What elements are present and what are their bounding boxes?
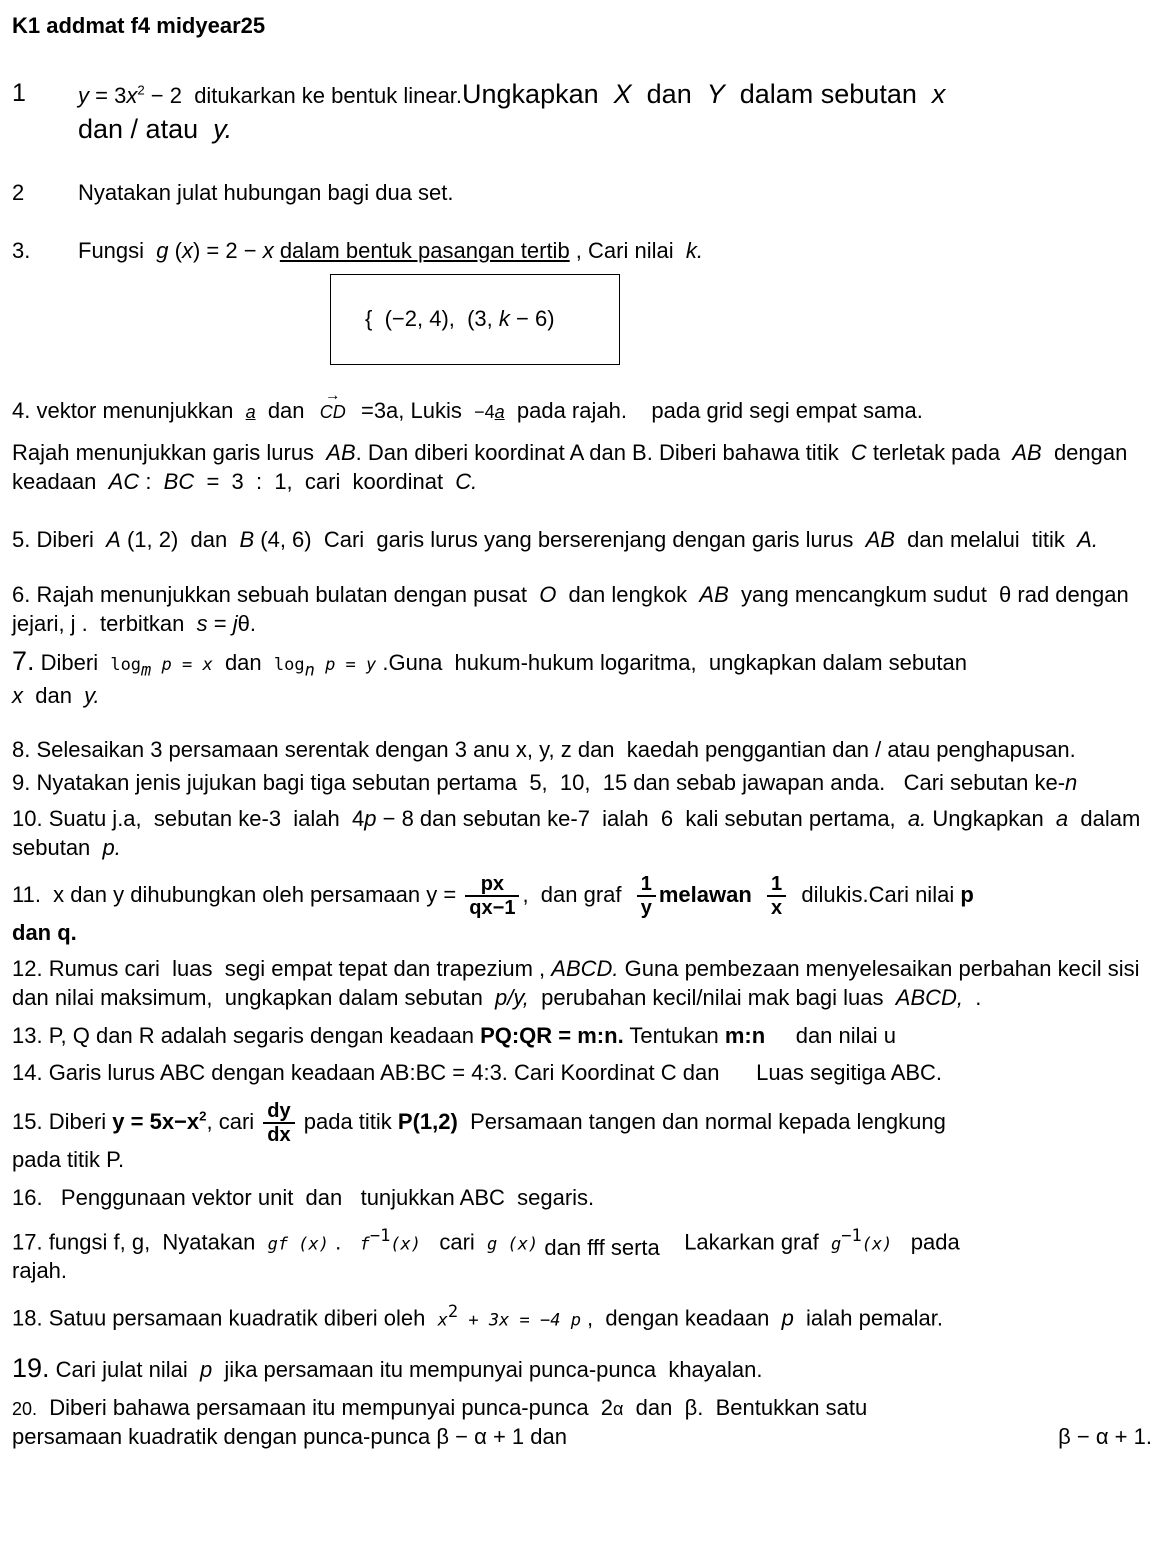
question-2-number: 2	[12, 179, 25, 205]
question-2	[12, 179, 1152, 208]
superscript: 2	[199, 1108, 207, 1124]
question-11	[12, 873, 1152, 948]
text-run: Y	[706, 78, 725, 109]
text-run: (1, 2) dan	[120, 527, 240, 553]
text-run: .Guna hukum-hukum logaritma, ungkapkan dalam sebutan	[376, 650, 967, 676]
text-run: g	[830, 1234, 842, 1255]
text-run: 18. Satuu persamaan kuadratik diberi oleh	[12, 1305, 438, 1331]
text-run: 16. Penggunaan vektor unit dan tunjukkan ABC segaris.	[12, 1185, 595, 1211]
text-run: k.	[685, 238, 703, 264]
text-run: s	[196, 610, 208, 636]
text-run: 20.	[12, 1399, 38, 1420]
text-run: n	[1065, 769, 1078, 795]
text-run: Rajah menunjukkan garis lurus	[12, 440, 327, 466]
text-run: dan / atau	[78, 113, 214, 144]
text-run: p = x	[151, 655, 213, 676]
text-run: p.	[102, 834, 121, 860]
text-run: , dan graf	[522, 881, 634, 907]
text-run: m:n	[724, 1023, 766, 1049]
text-run: dilukis.Cari nilai	[789, 881, 961, 907]
text-run: 17. fungsi f, g, Nyatakan	[12, 1229, 268, 1255]
text-run: ABCD,	[895, 984, 964, 1010]
text-run: a	[494, 401, 505, 422]
question-7	[12, 644, 1152, 710]
text-run: Ungkapkan	[462, 78, 614, 109]
text-run: −4	[474, 401, 495, 422]
text-run: jika persamaan itu mempunyai punca-punca khayalan.	[212, 1357, 763, 1383]
question-1-text	[78, 77, 1152, 147]
text-run: 11. x dan y dihubungkan oleh persamaan y =	[12, 881, 463, 907]
text-run: pada titik P.	[12, 1146, 125, 1172]
text-run: 19.	[12, 1353, 50, 1384]
question-list	[12, 77, 1152, 1452]
text-run: x	[12, 682, 23, 708]
text-run: dalam sebutan	[724, 78, 932, 109]
set-box-frame	[330, 274, 620, 365]
text-run: pada rajah. pada grid segi empat sama.	[504, 397, 923, 423]
text-run: dan	[212, 650, 274, 676]
question-8	[12, 736, 1152, 765]
text-run: = 3	[89, 82, 127, 108]
text-run: ) = 2 −	[192, 238, 263, 264]
text-run: 8. Selesaikan 3 persamaan serentak dengan 3 anu x, y, z dan kaedah penggantian dan / atau penghapusan.	[12, 737, 1076, 763]
set-box	[330, 274, 1152, 365]
text-run: Nyatakan julat hubungan bagi dua set.	[78, 179, 454, 205]
superscript: −1	[841, 1225, 862, 1246]
text-run: = 3 : 1, cari koordinat	[194, 468, 456, 494]
text-run: 10. Suatu j.a, sebutan ke-3 ialah 4	[12, 806, 365, 832]
question-15	[12, 1100, 1152, 1175]
fraction: $\frac{dy}{dx}$	[263, 1100, 294, 1146]
text-run: x	[126, 82, 138, 108]
fraction: $\frac{1}{x}$	[767, 873, 786, 919]
question-3-number: 3.	[12, 238, 31, 264]
text-run: AB	[865, 527, 895, 553]
text-run: → CD	[320, 401, 346, 424]
question-18	[12, 1301, 1152, 1333]
text-run: terletak pada	[866, 440, 1013, 466]
text-run: dalam bentuk pasangan tertib	[279, 238, 570, 264]
text-run: dan	[631, 78, 707, 109]
text-run: dengan keadaan	[12, 440, 1134, 494]
text-run: y.	[213, 113, 233, 144]
text-run: P(1,2)	[397, 1108, 458, 1134]
text-run: =	[207, 610, 233, 636]
page-title: K1 addmat f4 midyear25	[12, 13, 266, 38]
text-run: .	[963, 984, 982, 1010]
text-run: Diberi	[34, 650, 111, 676]
question-2-text	[78, 179, 1152, 208]
question-6	[12, 581, 1152, 638]
text-run: dan melalui titik	[894, 527, 1078, 553]
text-run: AB	[699, 581, 729, 607]
text-run: p	[960, 881, 974, 907]
text-run: AB	[326, 440, 356, 466]
text-run: a.	[907, 806, 927, 832]
text-run: X	[613, 78, 632, 109]
question-4	[12, 397, 1152, 426]
question-1	[12, 77, 1152, 147]
superscript: −1	[369, 1225, 391, 1246]
text-run: persamaan kuadratik dengan punca-punca β − α + 1 dan	[12, 1423, 567, 1449]
question-5	[12, 526, 1152, 555]
text-run: cari	[421, 1229, 488, 1255]
text-run: =3a, Lukis	[348, 397, 475, 423]
text-run: x	[437, 1310, 448, 1331]
question-19	[12, 1351, 1152, 1386]
text-run: Ungkapkan	[926, 806, 1056, 832]
question-14	[12, 1059, 1152, 1088]
text-run: yang mencangkum sudut θ rad dengan jejari, j . terbitkan	[12, 581, 1135, 636]
text-run: 15. Diberi	[12, 1108, 113, 1134]
text-run: y = 5x−x	[112, 1108, 200, 1134]
text-run: g	[156, 238, 169, 264]
text-run: + 3x = −4 p	[458, 1310, 581, 1331]
text-run: dan q.	[12, 919, 77, 945]
text-run: α	[613, 1399, 624, 1420]
text-run: (x)	[390, 1234, 422, 1255]
text-run: dalam sebutan	[12, 806, 1147, 860]
text-run: 6. Rajah menunjukkan sebuah bulatan dengan pusat	[12, 581, 540, 607]
text-run: g (x)	[487, 1234, 539, 1255]
question-3	[12, 237, 1152, 266]
text-run: AC	[108, 468, 140, 494]
text-run: log	[273, 655, 305, 676]
text-run: p	[364, 806, 377, 832]
text-run: Cari julat nilai	[49, 1357, 200, 1383]
text-run: gf (x)	[267, 1234, 330, 1255]
text-run: . Dan diberi koordinat A dan B. Diberi bahawa titik	[355, 440, 851, 466]
text-run: Persamaan tangen dan normal kepada lengkung	[457, 1108, 946, 1134]
text-run: , cari	[206, 1108, 261, 1134]
question-17	[12, 1225, 1152, 1286]
text-run: perubahan kecil/nilai mak bagi luas	[528, 984, 896, 1010]
text-run: .	[329, 1229, 360, 1255]
question-10	[12, 805, 1152, 862]
text-run: θ.	[237, 610, 256, 636]
text-run: Lakarkan graf	[659, 1229, 831, 1255]
text-run: O	[539, 581, 557, 607]
question-1-number: 1	[12, 78, 26, 107]
text-run: x	[181, 238, 193, 264]
text-run: − 2 ditukarkan ke bentuk linear.	[144, 82, 463, 108]
text-run: dan β. Bentukkan satu	[623, 1395, 868, 1421]
text-run: 13. P, Q dan R adalah segaris dengan keadaan	[12, 1023, 481, 1049]
text-run: (4, 6) Cari garis lurus yang berserenjang dengan garis lurus	[254, 527, 866, 553]
superscript: 2	[447, 1302, 459, 1323]
fraction: $\frac{px}{qx-1}$	[465, 873, 519, 919]
text-run: Guna pembezaan menyelesaikan perbahan kecil sisi dan nilai maksimum, ungkapkan dalam sebutan	[12, 956, 1146, 1010]
text-run: p	[199, 1357, 213, 1383]
text-run: dan lengkok	[556, 581, 700, 607]
text-run: log	[110, 655, 142, 676]
text-run: pada	[892, 1229, 960, 1255]
question-13	[12, 1022, 1152, 1051]
subscript: n	[304, 660, 315, 681]
text-run: B	[239, 527, 255, 553]
text-run: pada titik	[297, 1108, 398, 1134]
question-4-continued	[12, 439, 1152, 496]
text-run: 9. Nyatakan jenis jujukan bagi tiga sebutan pertama 5, 10, 15 dan sebab jawapan anda. Cari sebutan ke-	[12, 769, 1066, 795]
text-run: x	[262, 238, 280, 264]
question-3-text	[78, 237, 1152, 266]
text-run: Fungsi	[78, 238, 157, 264]
text-run: dan	[255, 397, 317, 423]
text-run: PQ:QR = m:n.	[480, 1023, 624, 1049]
text-run: f	[359, 1234, 370, 1255]
question-9	[12, 769, 1152, 798]
question-16	[12, 1184, 1152, 1213]
text-run: rajah.	[12, 1257, 68, 1283]
text-run: j	[232, 610, 238, 636]
text-run: dan nilai u	[765, 1023, 897, 1049]
text-run: k	[498, 305, 510, 331]
text-run: (x)	[861, 1234, 893, 1255]
text-run: ialah pemalar.	[793, 1305, 944, 1331]
superscript: 2	[137, 82, 145, 98]
text-run: y	[78, 82, 89, 108]
text-run: , Cari nilai	[569, 238, 686, 264]
text-run: BC	[163, 468, 195, 494]
text-run: A	[106, 527, 121, 553]
text-run: p = y	[314, 655, 377, 676]
text-run: p	[781, 1305, 794, 1331]
text-run: x	[931, 78, 946, 109]
subscript: m	[141, 660, 152, 681]
text-run: − 6)	[509, 305, 555, 331]
text-run: (	[168, 238, 182, 264]
text-run: y.	[84, 682, 100, 708]
question-20	[12, 1394, 1152, 1451]
text-run: C.	[455, 468, 478, 494]
text-run: 12. Rumus cari luas segi empat tepat dan trapezium ,	[12, 956, 552, 982]
text-run: 14. Garis lurus ABC dengan keadaan AB:BC = 4:3. Cari Koordinat C dan Luas segitiga ABC.	[12, 1059, 943, 1085]
text-run: p/y,	[495, 984, 529, 1010]
text-run: 4. vektor menunjukkan	[12, 397, 246, 423]
text-run: Diberi bahawa persamaan itu mempunyai punca-punca 2	[37, 1395, 614, 1421]
text-run: 5. Diberi	[12, 527, 107, 553]
question-12	[12, 955, 1152, 1012]
text-run: dan fff serta	[544, 1235, 660, 1261]
text-run: a	[1055, 806, 1069, 832]
text-run: melawan	[658, 881, 765, 907]
text-run: AB	[1012, 440, 1042, 466]
text-run: − 8 dan sebutan ke-7 ialah 6 kali sebutan pertama,	[376, 806, 908, 832]
text-run: dan	[23, 682, 85, 708]
text-run: { (−2, 4), (3,	[365, 305, 499, 331]
text-run: A.	[1077, 527, 1098, 553]
text-run: :	[139, 468, 164, 494]
text-run: a	[245, 401, 256, 422]
text-run: , dengan keadaan	[580, 1305, 782, 1331]
fraction: $\frac{1}{y}$	[637, 873, 656, 919]
text-run: β − α + 1.	[1058, 1423, 1152, 1449]
text-run: Tentukan	[623, 1023, 725, 1049]
text-run: 7.	[12, 646, 35, 677]
text-run: ABCD.	[551, 956, 619, 982]
text-run: C	[850, 440, 867, 466]
